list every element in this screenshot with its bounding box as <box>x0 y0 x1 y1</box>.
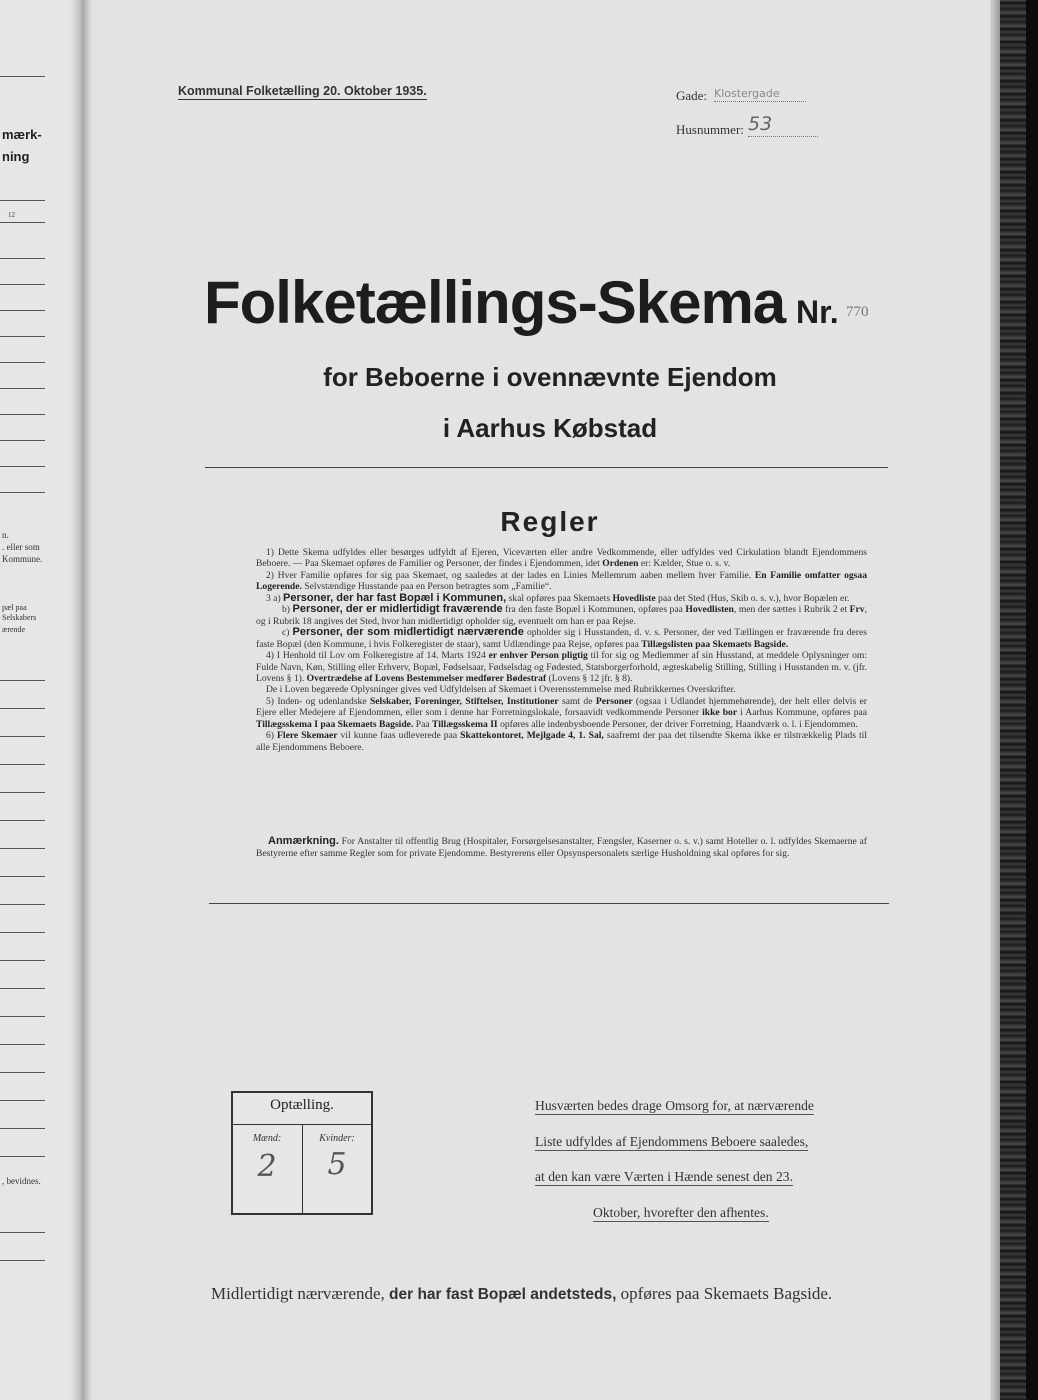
street-field[interactable]: Klostergade <box>714 87 806 102</box>
left-text: ærende <box>2 625 26 634</box>
left-text: . eller som <box>2 542 40 552</box>
left-rule <box>0 1016 45 1017</box>
form-subtitle-city: i Aarhus Købstad <box>442 413 658 443</box>
rule-3c: c) Personer, der som midlertidigt nærværende opholder sig i Husstanden, d. v. s. Personer, der ved Tællingen er fraværende fra deres faste Bopæl (den Kommune, i hvis Folkeregister de staar), samt Udlændinge paa Rejse, opføres paa Tillægslisten paa Skemaets Bagside. <box>256 626 867 650</box>
left-rule <box>0 284 45 285</box>
left-text: Selskabers <box>2 613 37 622</box>
rule-2: 2) Hver Familie opføres for sig paa Skemaet, og saaledes at der lades en Linies Mellemrum aaben mellem hver Familie. En Familie omfatter ogsaa Logerende. Selvstændige Husstande paa en Person betragtes som „Familie“. <box>256 569 868 593</box>
rule-6: 6) Flere Skemaer vil kunne faas udleverede paa Skattekontoret, Mejlgade 4, 1. Sal, saafremt der paa det tilsendte Skema ikke er tilstrækkelig Plads til alle Ejendommens Beboere. <box>256 730 867 753</box>
left-rule <box>0 258 45 259</box>
notice-line: at den kan være Værten i Hænde senest den 23. <box>535 1169 793 1184</box>
rule-4b: De i Loven begærede Oplysninger gives ved Udfyldelsen af Skemaet i Overensstemmelse med Rubrikkernes Overskrifter. <box>266 684 736 696</box>
rule-3b: b) Personer, der er midlertidigt fraværende fra den faste Bopæl i Kommunen, opføres paa Hovedlisten, men der sættes i Rubrik 2 et Frv, og i Rubrik 18 angives det Sted, hvor han midlertidigt opholder sig, eventuelt om han er paa Rejse. <box>256 603 867 627</box>
count-title: Optælling. <box>270 1097 334 1113</box>
left-rule <box>0 932 45 933</box>
men-label: Mænd: <box>252 1133 282 1144</box>
left-rule <box>0 708 45 709</box>
left-page-fragment <box>0 0 80 1400</box>
notice-line: Liste udfyldes af Ejendommens Beboere saaledes, <box>535 1133 809 1149</box>
left-rule <box>0 1044 45 1045</box>
divider <box>209 903 889 904</box>
left-rule <box>0 362 45 363</box>
left-rule <box>0 876 45 877</box>
left-rule <box>0 1128 45 1129</box>
rule-5: 5) Inden- og udenlandske Selskaber, Foreninger, Stiftelser, Institutioner samt de Personer (ogsaa i Udlandet hjemmehørende), der helt eller delvis er Ejere eller Medejere af Ejendommen, eller som i denne har Forretningslokale, forsaavidt vedkommende Personer ikke bor i Aarhus Kommune, opføres paa Tillægsskema I paa Skemaets Bagside. Paa Tillægsskema II opføres alle indenbysboende Personer, der driver Forretning, Haandværk o. l. i Ejendommen. <box>256 695 868 730</box>
left-rule <box>0 1156 45 1157</box>
book-binding <box>1000 0 1026 1400</box>
street-label: Gade: <box>676 88 708 103</box>
left-rule <box>0 1072 45 1073</box>
left-text: Kommune. <box>2 554 43 564</box>
left-rule <box>0 1100 45 1101</box>
form-title: Folketællings-Skema <box>204 269 786 336</box>
left-rule <box>0 492 45 493</box>
left-rule <box>0 336 45 337</box>
left-rule <box>0 792 45 793</box>
note-label: Anmærkning. <box>268 835 339 847</box>
left-rule <box>0 1232 45 1233</box>
count-box <box>231 1091 373 1215</box>
left-text: 12 <box>8 211 15 219</box>
women-count-field[interactable]: 5 <box>327 1147 347 1182</box>
left-rule <box>0 764 45 765</box>
left-text: n. <box>2 530 9 540</box>
left-text: ning <box>2 149 30 164</box>
note-text: Anmærkning. For Anstalter til offentlig Brug (Hospitaler, Forsørgelsesanstalter, Fængsler, Kaserner o. s. v.) samt Hoteller o. l. udfyldes Skemaerne af Bestyrerne efter samme Regler som for private Ejendomme. Bestyrerens eller Opsynspersonalets særlige Husholdning skal opføres for sig. <box>256 835 867 859</box>
rule-3a: 3 a) Personer, der har fast Bopæl i Kommunen, skal opføres paa Skemaets Hovedliste paa det Sted (Hus, Skib o. s. v.), hvor Bopælen er. <box>266 591 850 604</box>
left-rule <box>0 222 45 223</box>
women-label: Kvinder: <box>319 1133 355 1144</box>
landlord-notice <box>535 1088 865 1230</box>
left-text: mærk- <box>2 127 42 142</box>
left-rule <box>0 904 45 905</box>
left-rule <box>0 820 45 821</box>
rules-heading: Regler <box>500 506 600 537</box>
rules-text <box>256 547 867 753</box>
notice-line: Oktober, hvorefter den afhentes. <box>593 1204 769 1220</box>
form-subtitle: for Beboerne i ovennævnte Ejendom <box>323 362 777 392</box>
left-rule <box>0 200 45 201</box>
left-rule <box>0 310 45 311</box>
left-rule <box>0 1260 45 1261</box>
house-number-field[interactable]: 53 <box>748 113 818 137</box>
left-rule <box>0 848 45 849</box>
divider <box>205 467 888 468</box>
left-rule <box>0 388 45 389</box>
left-rule <box>0 414 45 415</box>
rule-1: 1) Dette Skema udfyldes eller besørges udfyldt af Ejeren, Viceværten eller andre Vedkommende, eller udfyldes ved Cirkulation blandt Ejendommens Beboere. — Paa Skemaet opføres de Familier og Personer, der findes i Ejendommen, idet Ordenen er: Kælder, Stue o. s. v. <box>256 547 867 570</box>
form-number-label: Nr. <box>796 294 839 330</box>
left-rule <box>0 680 45 681</box>
house-number-label: Husnummer: <box>676 122 744 137</box>
left-rule <box>0 988 45 989</box>
left-rule <box>0 76 45 77</box>
left-rule <box>0 960 45 961</box>
left-rule <box>0 466 45 467</box>
notice-line: Husværten bedes drage Omsorg for, at nærværende <box>535 1098 814 1113</box>
rule-4: 4) I Henhold til Lov om Folkeregistre af 14. Marts 1924 er enhver Person pligtig til for sig og Medlemmer af sin Husstand, at meddele Oplysninger om: Fulde Navn, Køn, Stilling eller Erhverv, Bopæl, Fødselsaar, Fødselsdag og Fødested, Statsborgerforhold, ægteskabelig Stilling, Stilling i Husstanden m. v. (jfr. Lovens § 1). Overtrædelse af Lovens Bestemmelser medfører Bødestraf (Lovens § 12 jfr. § 8). <box>256 650 867 684</box>
page-gutter <box>70 0 94 1400</box>
footer-note: Midlertidigt nærværende, der har fast Bopæl andetsteds, opføres paa Skemaets Bagside. <box>211 1284 833 1303</box>
left-text: , bevidnes. <box>2 1176 41 1186</box>
men-count-field[interactable]: 2 <box>257 1149 277 1184</box>
left-rule <box>0 440 45 441</box>
form-number-value: 770 <box>846 304 869 320</box>
left-text: pæl paa <box>2 603 27 612</box>
census-header: Kommunal Folketælling 20. Oktober 1935. <box>178 84 427 98</box>
left-rule <box>0 736 45 737</box>
